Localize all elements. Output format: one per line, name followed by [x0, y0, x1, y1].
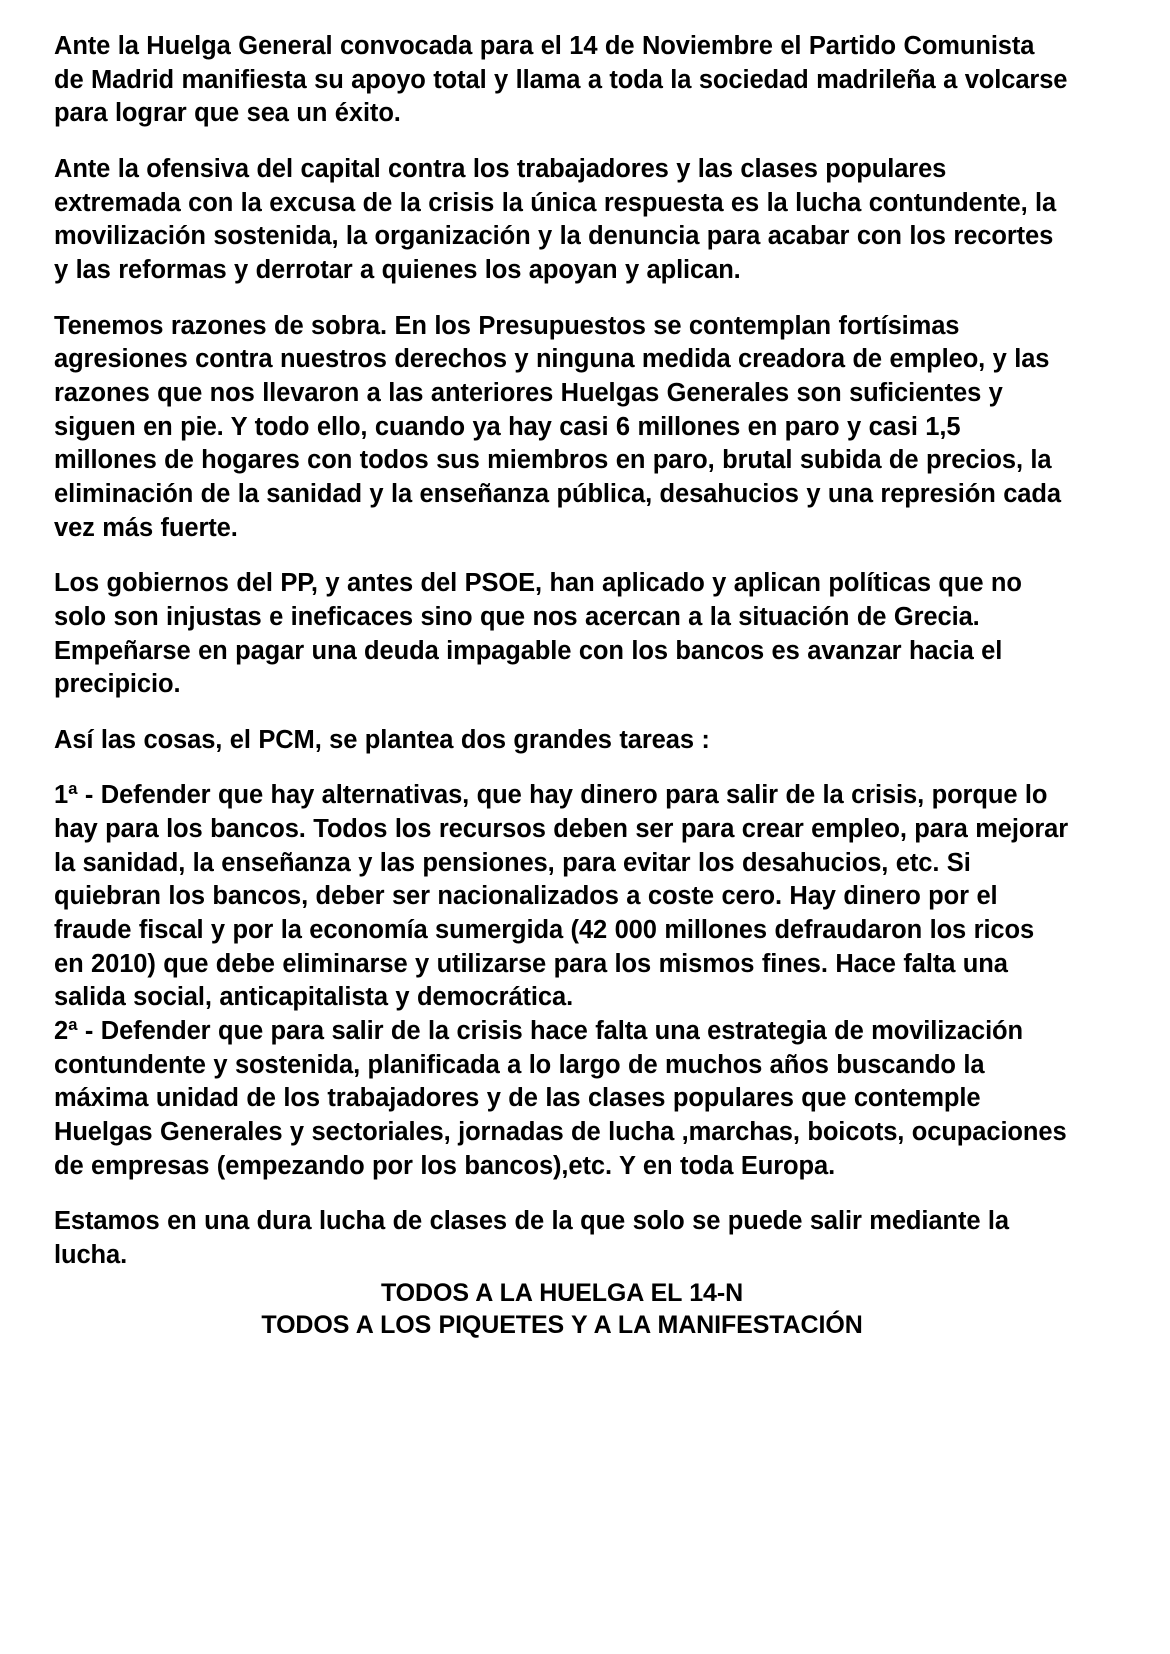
slogan-huelga: TODOS A LA HUELGA EL 14-N	[380, 1278, 744, 1307]
slogan-piquetes: TODOS A LOS PIQUETES Y A LA MANIFESTACIÓN	[261, 1310, 863, 1339]
paragraph-tareas-intro: Así las cosas, el PCM, se plantea dos grandes tareas :	[54, 725, 710, 754]
paragraph-ofensiva-capital: Ante la ofensiva del capital contra los trabajadores y las clases populares extremada con la excusa de la crisis la única respuesta es la lucha contundente, la movilización sostenida, la organización y la denuncia para acabar con los recortes y las reformas y derrotar a quienes los apoyan y aplican.	[54, 154, 1057, 284]
paragraph-closing: Estamos en una dura lucha de clases de la que solo se puede salir mediante la lucha.	[54, 1207, 1009, 1269]
paragraph-tarea-2: 2ª - Defender que para salir de la crisis hace falta una estrategia de movilización contundente y sostenida, planificada a lo largo de muchos años buscando la máxima unidad de los trabajadores y de las clases populares que contemple Huelgas Generales y sectoriales, jornadas de lucha ,marchas, boicots, ocupaciones de empresas (empezando por los bancos),etc. Y en toda Europa.	[54, 1017, 1067, 1180]
slogan-block	[54, 1277, 1070, 1341]
document-body	[54, 30, 1070, 1341]
paragraph-intro: Ante la Huelga General convocada para el 14 de Noviembre el Partido Comunista de Madrid manifiesta su apoyo total y llama a toda la sociedad madrileña a volcarse para lograr que sea un éxito.	[54, 32, 1068, 128]
paragraph-razones: Tenemos razones de sobra. En los Presupuestos se contemplan fortísimas agresiones contra nuestros derechos y ninguna medida creadora de empleo, y las razones que nos llevaron a las anteriores Huelgas Generales son suficientes y siguen en pie. Y todo ello, cuando ya hay casi 6 millones en paro y casi 1,5 millones de hogares con todos sus miembros en paro, brutal subida de precios, la eliminación de la sanidad y la enseñanza pública, desahucios y una represión cada vez más fuerte.	[54, 311, 1061, 542]
paragraph-tarea-1: 1ª - Defender que hay alternativas, que hay dinero para salir de la crisis, porque lo hay para los bancos. Todos los recursos deben ser para crear empleo, para mejorar la sanidad, la enseñanza y las pensiones, para evitar los desahucios, etc. Si quiebran los bancos, deber ser nacionalizados a coste cero. Hay dinero por el fraude fiscal y por la economía sumergida (42 000 millones defraudaron los ricos en 2010) que debe eliminarse y utilizarse para los mismos fines. Hace falta una salida social, anticapitalista y democrática.	[54, 781, 1069, 1012]
paragraph-gobiernos: Los gobiernos del PP, y antes del PSOE, han aplicado y aplican políticas que no solo son injustas e ineficaces sino que nos acercan a la situación de Grecia. Empeñarse en pagar una deuda impagable con los bancos es avanzar hacia el precipicio.	[54, 569, 1022, 699]
